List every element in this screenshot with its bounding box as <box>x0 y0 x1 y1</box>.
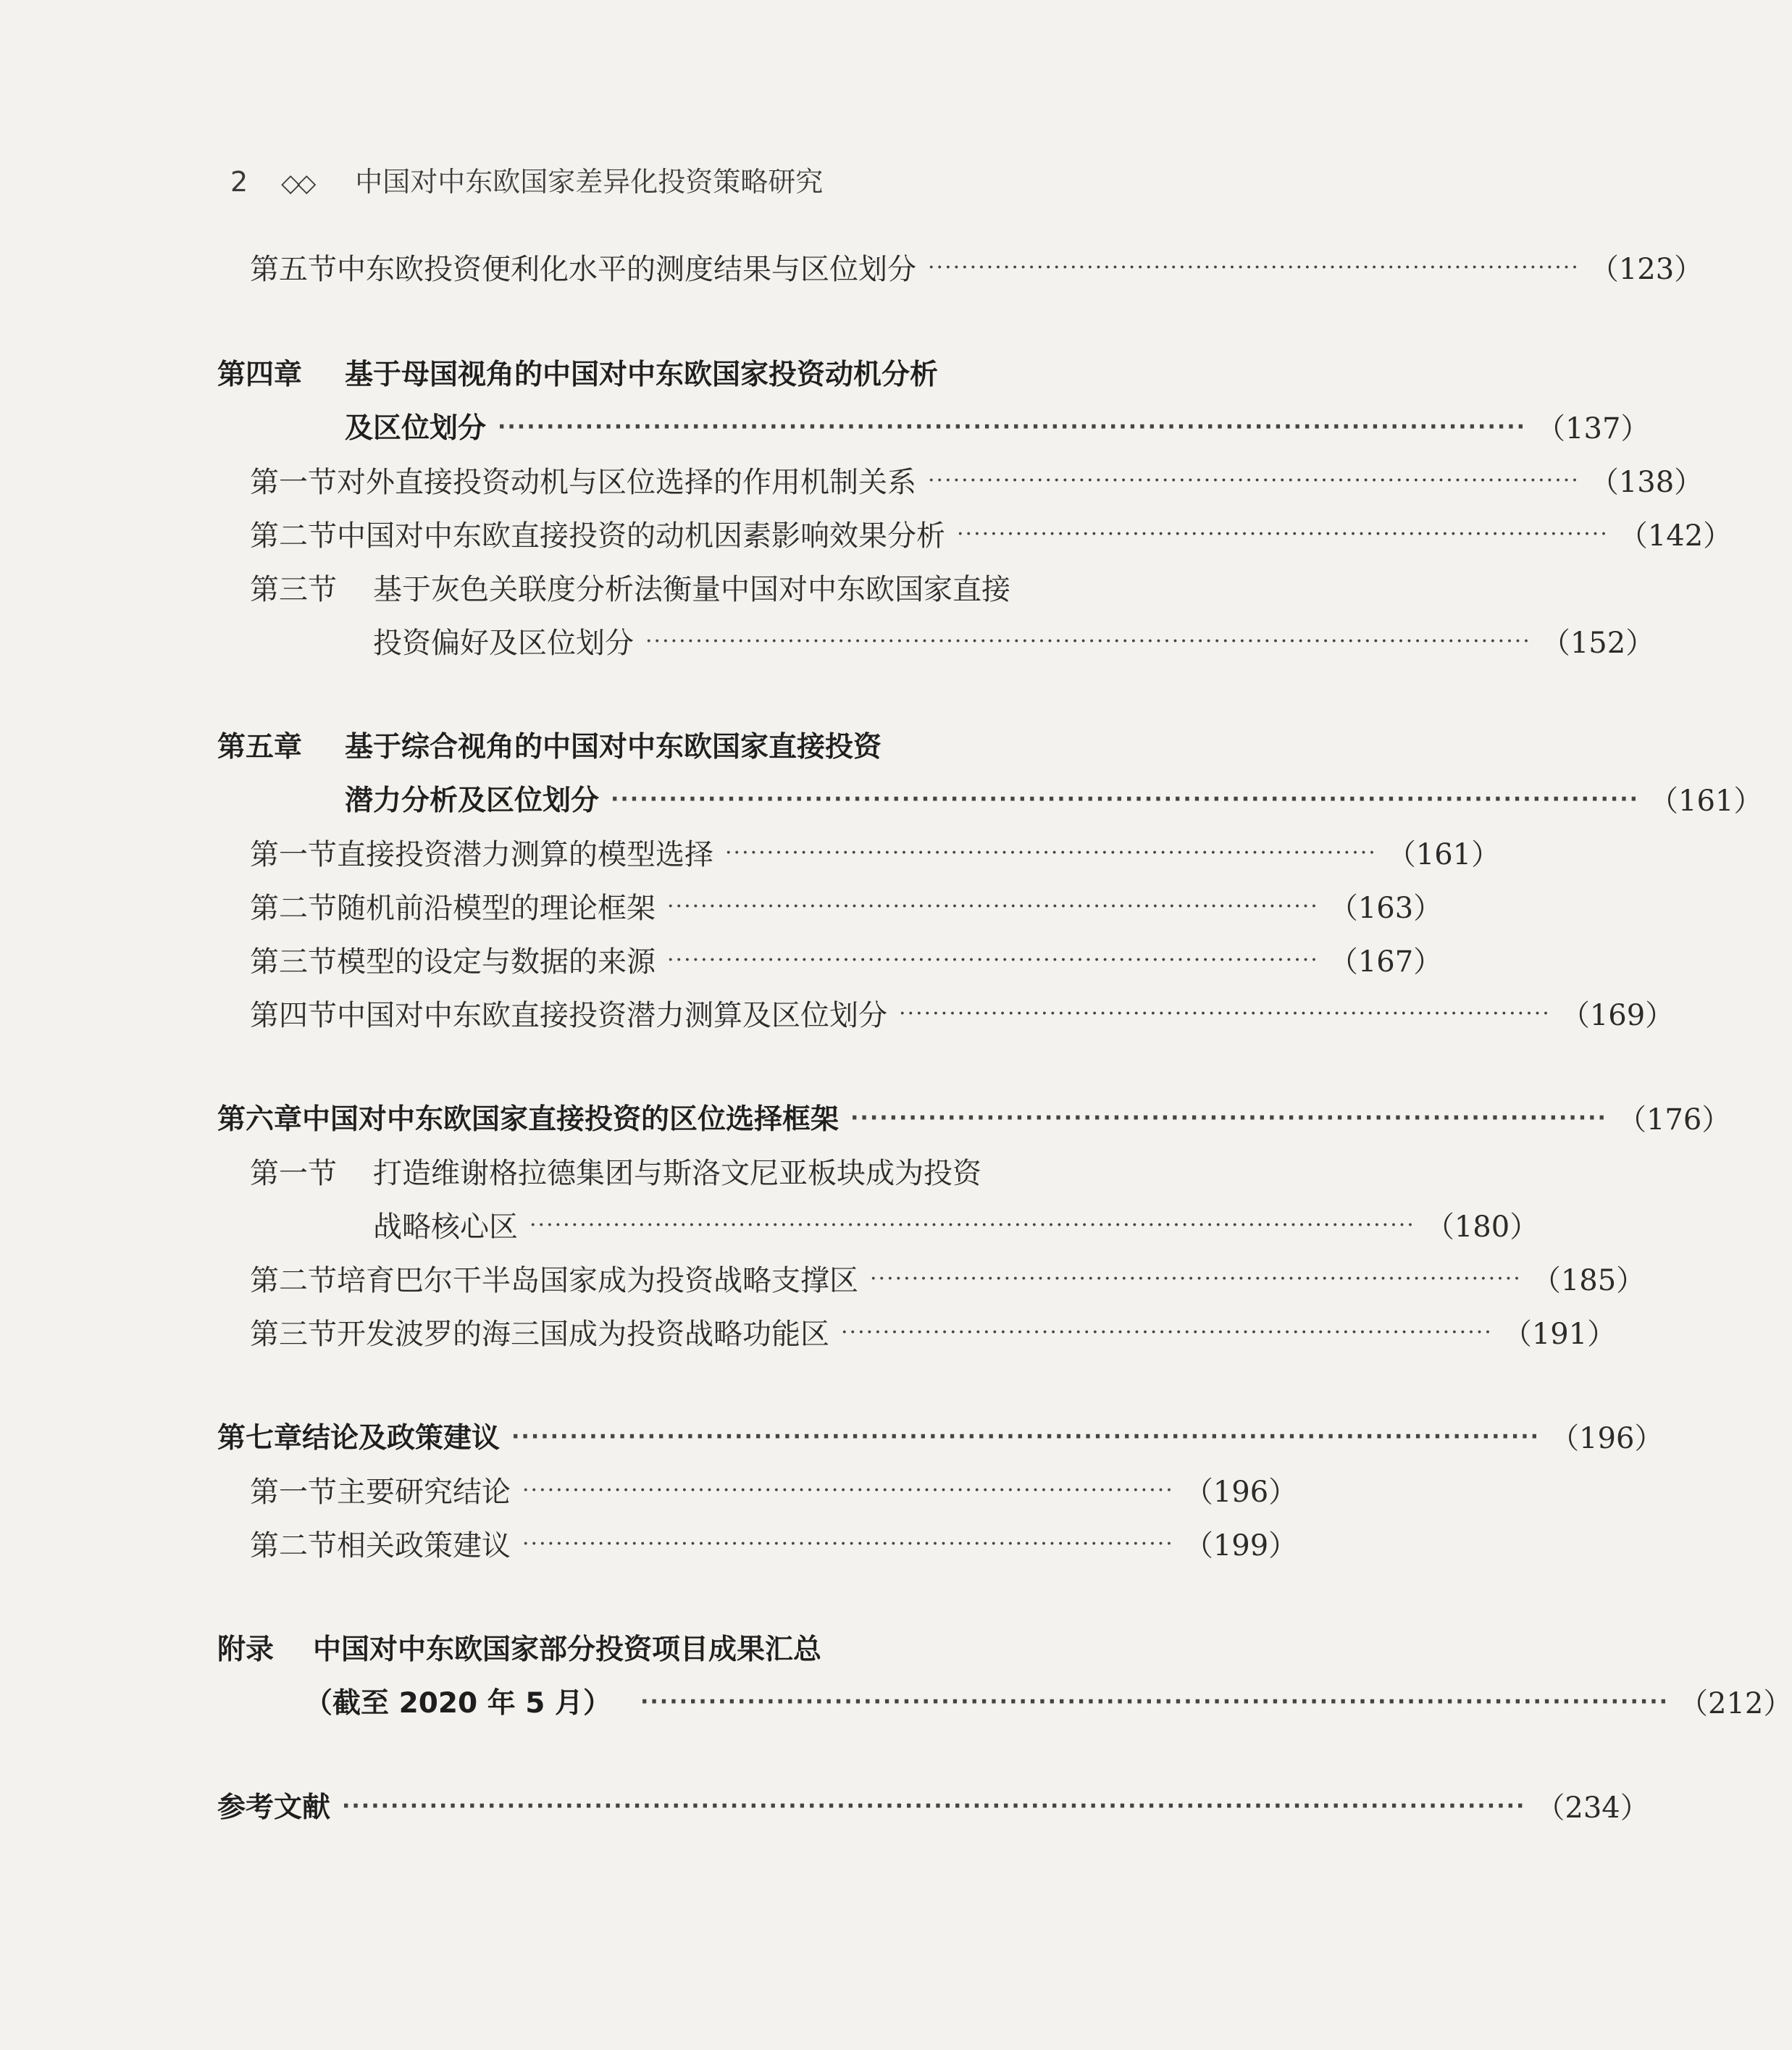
toc-entry[interactable] <box>250 511 1733 555</box>
toc-entry[interactable] <box>250 565 1010 608</box>
leader-dots: ·············································································· <box>870 1266 1522 1292</box>
page-ref: （138） <box>1589 465 1704 499</box>
toc-entry[interactable] <box>250 1256 1646 1300</box>
section-number: 第二节 <box>250 891 337 925</box>
entry-title: 模型的设定与数据的来源 <box>337 945 656 979</box>
section-number: 第二节 <box>250 519 337 553</box>
leader-dots: ·············································································· <box>928 255 1580 280</box>
toc-entry[interactable] <box>345 404 1650 448</box>
toc-entry[interactable] <box>250 1310 1617 1353</box>
page-ref: （212） <box>1679 1686 1792 1720</box>
leader-dots: ·············································································· <box>522 1478 1174 1503</box>
page-ref: （142） <box>1618 519 1733 553</box>
toc-entry[interactable] <box>250 1468 1298 1511</box>
entry-title: 中国对中东欧国家部分投资项目成果汇总 <box>313 1633 822 1666</box>
entry-title: 基于灰色关联度分析法衡量中国对中东欧国家直接 <box>373 572 1010 606</box>
toc-entry[interactable] <box>217 1626 821 1669</box>
toc-entry[interactable] <box>373 1202 1539 1246</box>
entry-title: 潜力分析及区位划分 <box>345 785 600 817</box>
entry-title: （截至 2020 年 5 月） <box>304 1687 611 1720</box>
leader-dots: ·············································································· <box>928 468 1580 493</box>
toc-entry[interactable] <box>250 1149 981 1192</box>
entry-title: 直接投资潜力测算的模型选择 <box>337 837 713 871</box>
entry-title: 投资偏好及区位划分 <box>373 626 634 660</box>
page-ref: （137） <box>1536 411 1650 445</box>
section-number: 第一节 <box>250 1475 337 1509</box>
entry-title: 相关政策建议 <box>337 1528 511 1562</box>
toc-entry[interactable] <box>250 458 1704 501</box>
entry-title: 中国对中东欧直接投资的动机因素影响效果分析 <box>337 519 945 553</box>
chapter-number: 第七章 <box>217 1422 303 1455</box>
section-number: 第五节 <box>250 252 337 286</box>
entry-title: 培育巴尔干半岛国家成为投资战略支撑区 <box>337 1263 858 1297</box>
entry-title: 参考文献 <box>217 1791 331 1824</box>
section-number: 第三节 <box>250 572 337 606</box>
entry-title: 中国对中东欧国家直接投资的区位选择框架 <box>302 1103 840 1136</box>
entry-title: 战略核心区 <box>373 1210 518 1244</box>
entry-title: 主要研究结论 <box>337 1475 511 1509</box>
section-number: 第二节 <box>250 1263 337 1297</box>
page-ref: （185） <box>1531 1263 1646 1297</box>
section-number: 第四节 <box>250 998 337 1032</box>
page-ref: （169） <box>1560 998 1675 1032</box>
entry-title: 基于综合视角的中国对中东欧国家直接投资 <box>345 731 882 763</box>
page-ref: （199） <box>1184 1528 1298 1562</box>
toc-entry[interactable] <box>217 1095 1731 1139</box>
toc-entry[interactable] <box>373 619 1655 662</box>
page-ref: （167） <box>1328 945 1443 979</box>
entry-title: 打造维谢格拉德集团与斯洛文尼亚板块成为投资 <box>373 1156 981 1190</box>
entry-title: 中国对中东欧直接投资潜力测算及区位划分 <box>337 998 887 1032</box>
leader-dots: ·············································································· <box>725 840 1377 866</box>
toc-entry[interactable] <box>250 937 1443 981</box>
toc-entry[interactable] <box>345 777 1763 820</box>
page-ref: （234） <box>1536 1791 1649 1825</box>
page-ref: （163） <box>1328 891 1443 925</box>
page-ref: （176） <box>1617 1103 1731 1137</box>
toc-entry[interactable] <box>304 1679 1792 1723</box>
page-number: 2 <box>230 166 248 198</box>
section-number: 第一节 <box>250 1156 337 1190</box>
leader-dots: ·············································································· <box>850 1105 1607 1131</box>
leader-dots: ·············································································· <box>957 522 1609 547</box>
entry-title: 随机前沿模型的理论框架 <box>337 891 656 925</box>
toc-entry[interactable] <box>250 830 1501 874</box>
toc-entry[interactable] <box>250 245 1704 288</box>
leader-dots: ·············································································· <box>522 1531 1174 1557</box>
toc-entry[interactable] <box>250 1521 1298 1565</box>
page-ref: （180） <box>1425 1210 1539 1244</box>
ornament-icon: ◇◇ <box>281 169 314 198</box>
entry-title: 及区位划分 <box>345 412 487 445</box>
leader-dots: ·························································································································· <box>342 1794 1526 1819</box>
chapter-number: 第四章 <box>217 359 303 391</box>
toc-entry[interactable] <box>217 723 882 766</box>
page-ref: （152） <box>1541 626 1655 660</box>
leader-dots: ·········································································································· <box>511 1424 1541 1449</box>
leader-dots: ·············································································· <box>667 894 1319 919</box>
leader-dots: ·········································································································· <box>640 1689 1670 1715</box>
leader-dots: ·········································································································· <box>529 1213 1415 1238</box>
page-ref: （196） <box>1550 1421 1664 1455</box>
section-number: 第二节 <box>250 1528 337 1562</box>
page-ref: （161） <box>1386 837 1501 871</box>
toc-entry[interactable] <box>250 991 1675 1034</box>
leader-dots: ·············································································· <box>899 1001 1551 1026</box>
section-number: 第一节 <box>250 465 337 499</box>
page-ref: （161） <box>1649 784 1763 818</box>
toc-entry[interactable] <box>217 1414 1664 1457</box>
leader-dots: ·········································································································· <box>611 787 1640 812</box>
entry-title: 对外直接投资动机与区位选择的作用机制关系 <box>337 465 916 499</box>
leader-dots: ·········································································································· <box>645 629 1531 654</box>
section-number: 第三节 <box>250 945 337 979</box>
page-ref: （123） <box>1589 252 1704 286</box>
leader-dots: ·········································································································· <box>498 414 1527 440</box>
entry-title: 基于母国视角的中国对中东欧国家投资动机分析 <box>345 359 939 391</box>
chapter-number: 第五章 <box>217 731 303 763</box>
leader-dots: ·············································································· <box>841 1320 1493 1345</box>
page-ref: （191） <box>1502 1317 1617 1351</box>
entry-title: 结论及政策建议 <box>302 1422 501 1455</box>
book-title: 中国对中东欧国家差异化投资策略研究 <box>355 166 824 198</box>
page-ref: （196） <box>1184 1475 1298 1509</box>
entry-title: 开发波罗的海三国成为投资战略功能区 <box>337 1317 829 1351</box>
section-number: 第一节 <box>250 837 337 871</box>
section-number: 第三节 <box>250 1317 337 1351</box>
toc-entry[interactable] <box>217 1783 1649 1827</box>
chapter-number: 第六章 <box>217 1103 303 1136</box>
appendix-label: 附录 <box>217 1633 275 1666</box>
toc-entry[interactable] <box>250 884 1443 927</box>
leader-dots: ·············································································· <box>667 947 1319 973</box>
toc-entry[interactable] <box>217 351 938 394</box>
entry-title: 中东欧投资便利化水平的测度结果与区位划分 <box>337 252 916 286</box>
